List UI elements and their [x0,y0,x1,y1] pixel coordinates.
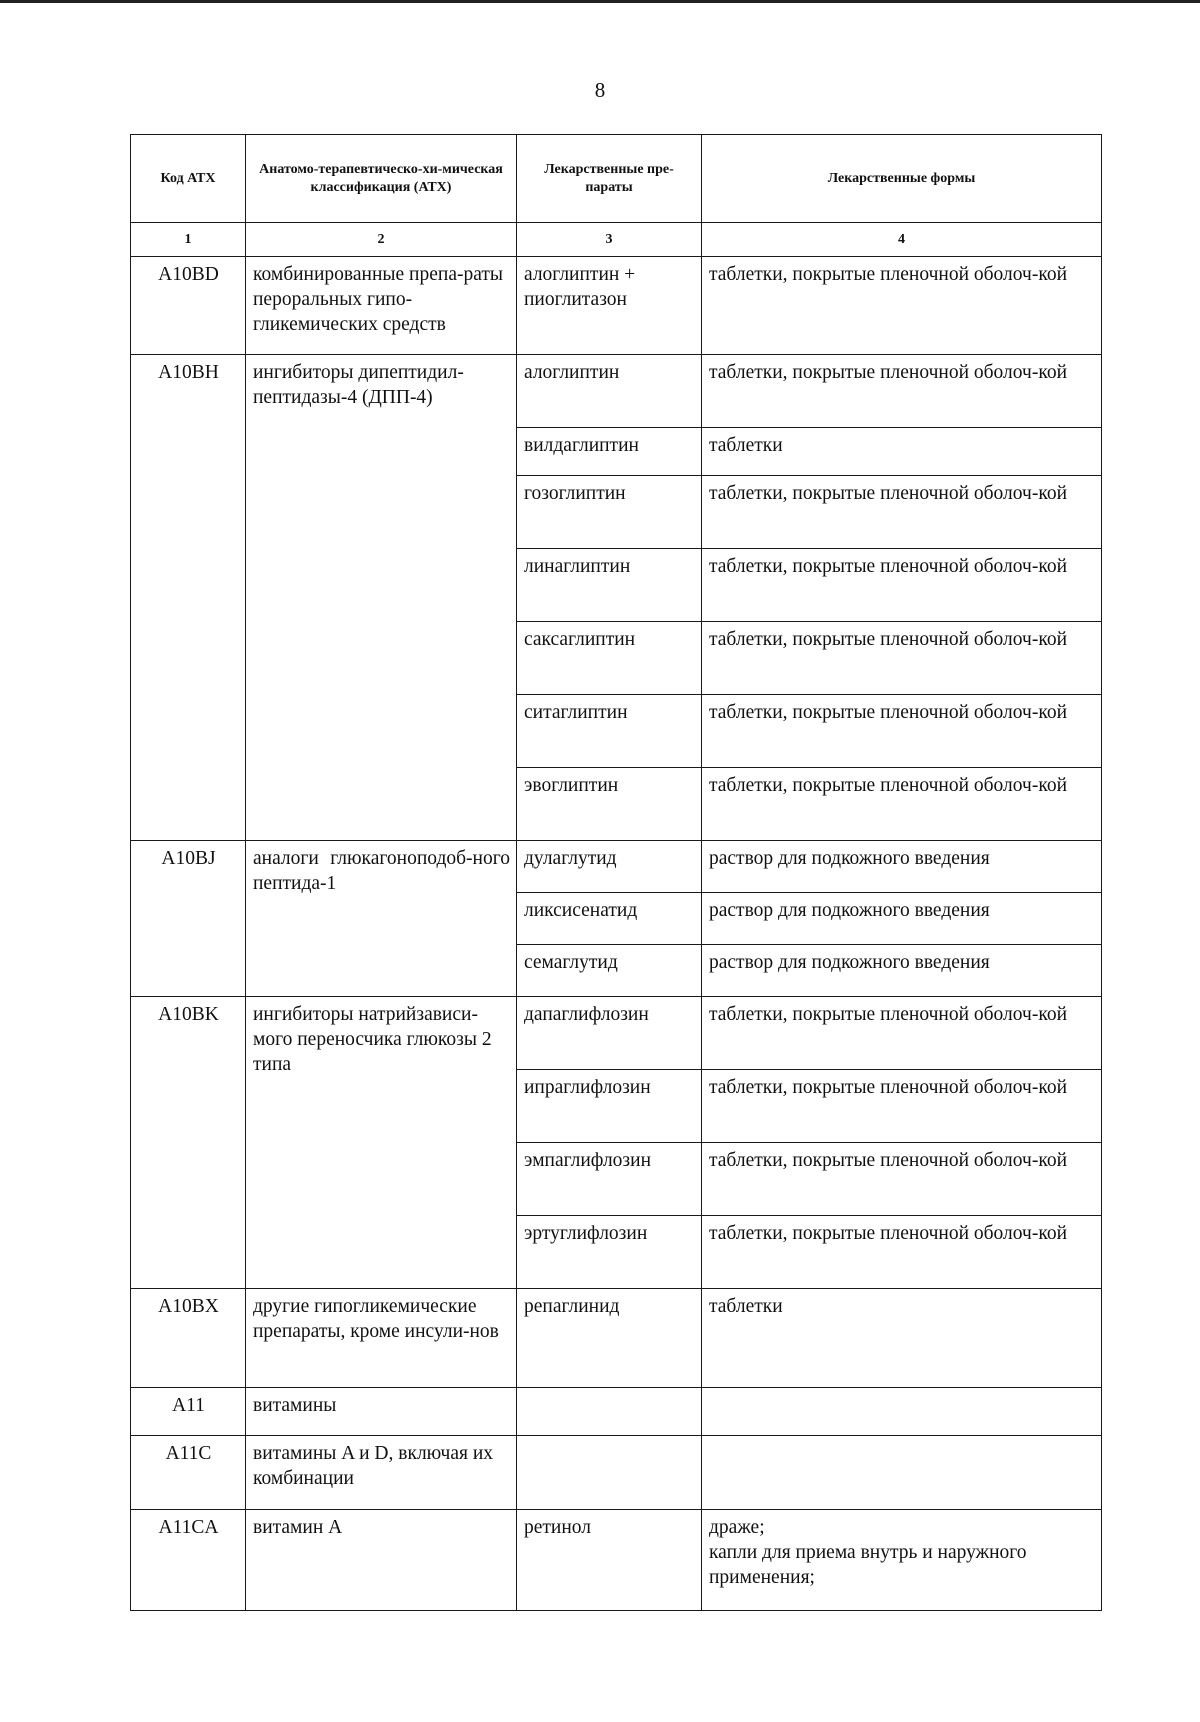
atc-code-cell: A10BH [131,355,246,841]
atc-code-cell: A11CA [131,1510,246,1611]
drug-name-cell: ипраглифлозин [517,1070,702,1143]
table-row [131,1388,1102,1436]
atc-code-cell: A10BD [131,257,246,355]
dosage-form-cell: раствор для подкожного введения [702,893,1102,945]
dosage-form-cell: таблетки, покрытые пленочной оболоч-кой [702,549,1102,622]
drug-name-cell: эвоглиптин [517,768,702,841]
table-row [131,1289,1102,1388]
dosage-form-cell: таблетки, покрытые пленочной оболоч-кой [702,622,1102,695]
table-row [131,355,1102,428]
drug-name-cell: дулаглутид [517,841,702,893]
drug-name-cell: ситаглиптин [517,695,702,768]
header-dosage-forms: Лекарственные формы [702,135,1102,223]
atc-drug-table [130,134,1102,1611]
table-row [131,257,1102,355]
drug-name-cell: ретинол [517,1510,702,1611]
classification-cell: другие гипогликемические препараты, кроме инсули-нов [246,1289,517,1388]
dosage-form-cell: раствор для подкожного введения [702,945,1102,997]
header-atc-classification: Анатомо-терапевтическо-хи-мическая классификация (АТХ) [246,135,517,223]
drug-name-cell: ликсисенатид [517,893,702,945]
column-number: 3 [517,223,702,257]
dosage-form-cell: таблетки, покрытые пленочной оболоч-кой [702,1216,1102,1289]
dosage-form-cell: таблетки, покрытые пленочной оболоч-кой [702,768,1102,841]
table-row [131,841,1102,893]
classification-cell: комбинированные препа-раты пероральных гипо-гликемических средств [246,257,517,355]
drug-name-cell: эмпаглифлозин [517,1143,702,1216]
dosage-form-cell: таблетки, покрытые пленочной оболоч-кой [702,695,1102,768]
atc-code-cell: A11 [131,1388,246,1436]
table-row [131,997,1102,1070]
dosage-form-cell: таблетки, покрытые пленочной оболоч-кой [702,997,1102,1070]
dosage-form-cell [702,1510,1102,1611]
dosage-form-line: драже; [709,1517,765,1538]
classification-cell: ингибиторы дипептидил-пептидазы-4 (ДПП-4) [246,355,517,841]
dosage-form-cell [702,1388,1102,1436]
table-row [131,1436,1102,1510]
atc-code-cell: A10BK [131,997,246,1289]
dosage-form-cell: таблетки [702,1289,1102,1388]
drug-name-cell: саксаглиптин [517,622,702,695]
dosage-form-cell: таблетки, покрытые пленочной оболоч-кой [702,355,1102,428]
table-header-row [131,135,1102,223]
page-number: 8 [594,78,606,102]
column-number: 4 [702,223,1102,257]
column-number-row [131,223,1102,257]
column-number: 2 [246,223,517,257]
drug-name-cell: линаглиптин [517,549,702,622]
dosage-form-cell: таблетки, покрытые пленочной оболоч-кой [702,1143,1102,1216]
drug-name-cell: эртуглифлозин [517,1216,702,1289]
classification-cell: ингибиторы натрийзависи-мого переносчика глюкозы 2 типа [246,997,517,1289]
header-drugs: Лекарственные пре-параты [517,135,702,223]
dosage-form-line: капли для приема внутрь и наружного применения; [709,1542,1027,1588]
dosage-form-cell: таблетки, покрытые пленочной оболоч-кой [702,476,1102,549]
classification-cell: витамин А [246,1510,517,1611]
drug-name-cell: гозоглиптин [517,476,702,549]
classification-cell: витамины A и D, включая их комбинации [246,1436,517,1510]
drug-name-cell [517,1388,702,1436]
drug-name-cell: репаглинид [517,1289,702,1388]
header-atc-code: Код АТХ [131,135,246,223]
dosage-form-cell [702,1436,1102,1510]
dosage-form-cell: таблетки [702,428,1102,476]
classification-cell: аналоги глюкагоноподоб-ного пептида-1 [246,841,517,997]
atc-code-cell: A11C [131,1436,246,1510]
drug-name-cell: алоглиптин + пиоглитазон [517,257,702,355]
dosage-form-cell: раствор для подкожного введения [702,841,1102,893]
atc-code-cell: A10BJ [131,841,246,997]
atc-code-cell: A10BX [131,1289,246,1388]
drug-name-cell: алоглиптин [517,355,702,428]
dosage-form-cell: таблетки, покрытые пленочной оболоч-кой [702,257,1102,355]
drug-name-cell [517,1436,702,1510]
drug-name-cell: семаглутид [517,945,702,997]
table-row [131,1510,1102,1611]
drug-name-cell: дапаглифлозин [517,997,702,1070]
classification-cell: витамины [246,1388,517,1436]
drug-name-cell: вилдаглиптин [517,428,702,476]
page-top-rule [0,0,1200,3]
dosage-form-cell: таблетки, покрытые пленочной оболоч-кой [702,1070,1102,1143]
column-number: 1 [131,223,246,257]
